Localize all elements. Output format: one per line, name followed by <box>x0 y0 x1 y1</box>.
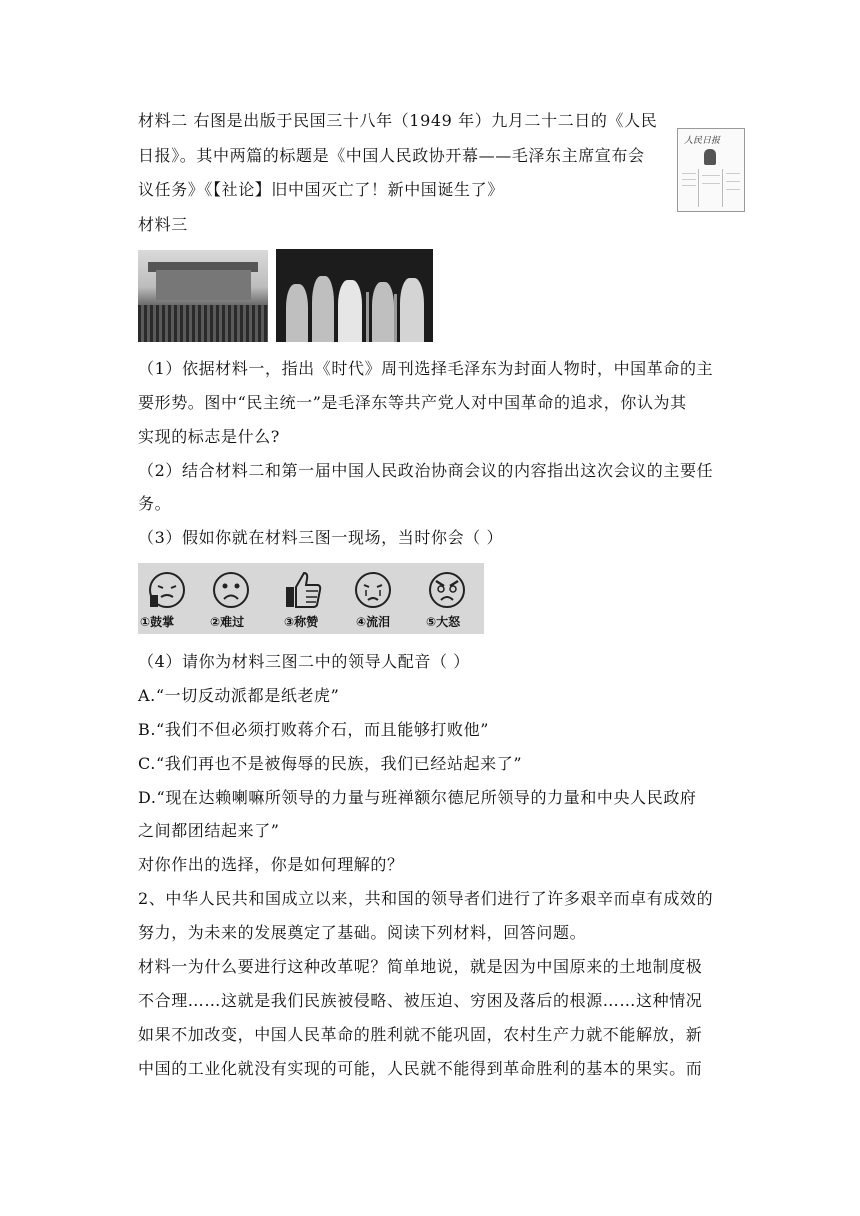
newspaper-masthead: 人民日报 <box>684 136 721 146</box>
emoji-option-label-3: ③称赞 <box>284 615 319 629</box>
tiananmen-ceremony-photo <box>138 250 268 342</box>
option-c: C.“我们再也不是被侮辱的民族，我们已经站起来了” <box>138 754 523 773</box>
question2-line-1: 2、中华人民共和国成立以来，共和国的领导者们进行了许多艰辛而卓有成效的 <box>138 889 714 908</box>
followup-question: 对你作出的选择，你是如何理解的？ <box>138 855 404 874</box>
option-d-line-1: D.“现在达赖喇嘛所领导的力量与班禅额尔德尼所领导的力量和中央人民政府 <box>138 788 697 807</box>
material2-line-1: 材料二 右图是出版于民国三十八年（1949 年）九月二十二日的《人民 <box>138 111 658 130</box>
emoji-options-strip <box>138 563 484 634</box>
emoji-option-label-1: ①鼓掌 <box>140 615 175 629</box>
newspaper-portrait <box>704 149 716 165</box>
clapping-face-icon <box>146 569 188 611</box>
option-d-line-2: 之间都团结起来了” <box>138 821 280 840</box>
question-1-line-2: 要形势。图中“民主统一”是毛泽东等共产党人对中国革命的追求，你认为其 <box>138 393 687 412</box>
question-4: （4）请你为材料三图二中的领导人配音（ ） <box>138 652 470 671</box>
option-a: A.“一切反动派都是纸老虎” <box>138 686 340 705</box>
thumbs-up-icon <box>282 569 324 611</box>
question2-line-2: 努力，为未来的发展奠定了基础。阅读下列材料，回答问题。 <box>138 923 587 942</box>
newspaper-image <box>677 128 745 212</box>
material3-heading: 材料三 <box>138 215 188 234</box>
sad-face-icon <box>210 569 252 611</box>
angry-face-icon <box>426 569 468 611</box>
crying-face-icon <box>352 569 394 611</box>
emoji-option-label-5: ⑤大怒 <box>426 615 461 629</box>
question2-material1-line-1: 材料一为什么要进行这种改革呢？简单地说，就是因为中国原来的土地制度极 <box>138 957 703 976</box>
option-b: B.“我们不但必须打败蒋介石，而且能够打败他” <box>138 720 490 739</box>
question-3: （3）假如你就在材料三图一现场，当时你会（ ） <box>138 528 504 547</box>
question2-material1-line-4: 中国的工业化就没有实现的可能，人民就不能得到革命胜利的基本的果实。而 <box>138 1059 703 1078</box>
question-1-line-3: 实现的标志是什么? <box>138 427 280 446</box>
material2-line-3: 议任务》《【社论】旧中国灭亡了！新中国诞生了》 <box>138 180 504 199</box>
question2-material1-line-2: 不合理……这就是我们民族被侵略、被压迫、穷困及落后的根源……这种情况 <box>138 991 703 1010</box>
question2-material1-line-3: 如果不加改变，中国人民革命的胜利就不能巩固，农村生产力就不能解放，新 <box>138 1025 703 1044</box>
emoji-option-label-2: ②难过 <box>210 615 245 629</box>
question-1-line-1: （1）依据材料一，指出《时代》周刊选择毛泽东为封面人物时，中国革命的主 <box>138 359 714 378</box>
founding-speech-photo <box>276 249 433 342</box>
material2-line-2: 日报》。其中两篇的标题是《中国人民政协开幕——毛泽东主席宣布会 <box>138 146 645 165</box>
emoji-option-label-4: ④流泪 <box>356 615 391 629</box>
question-2-line-1: （2）结合材料二和第一届中国人民政治协商会议的内容指出这次会议的主要任 <box>138 461 714 480</box>
question-2-line-2: 务。 <box>138 494 172 513</box>
